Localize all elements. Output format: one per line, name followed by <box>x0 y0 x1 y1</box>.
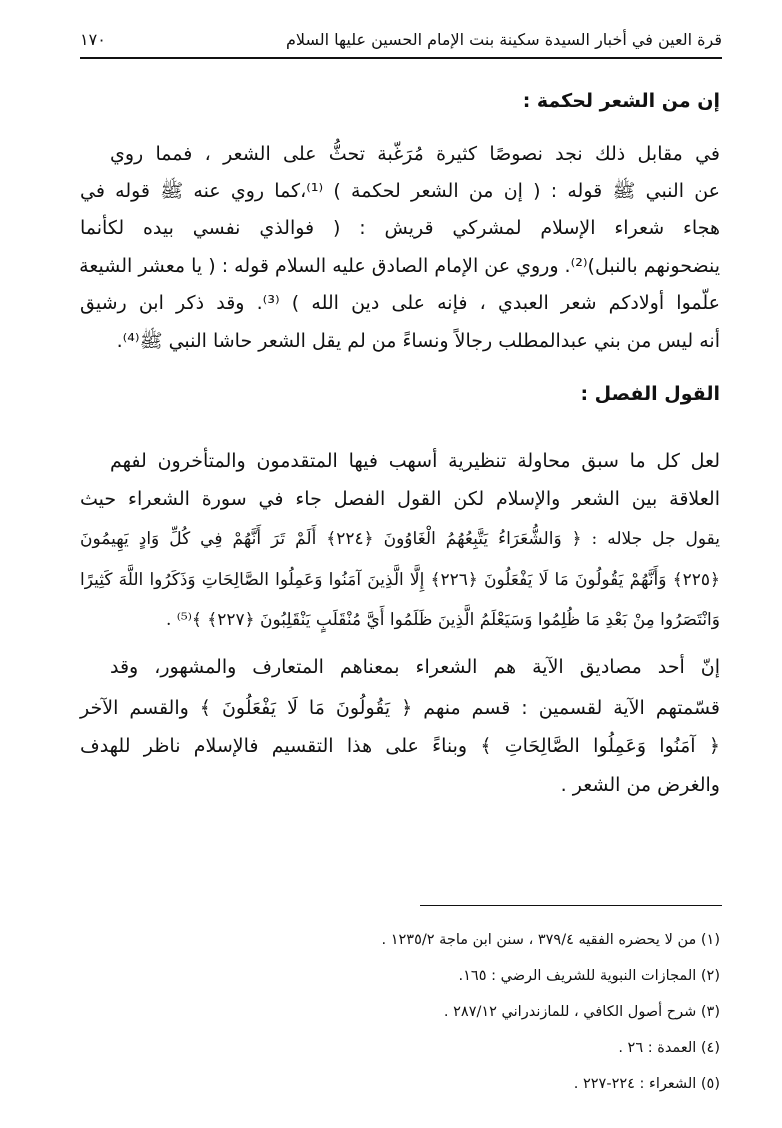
paragraph-line: والغرض من الشعر . <box>560 774 720 796</box>
book-title: قرة العين في أخبار السيدة سكينة بنت الإمام الحسين عليها السلام <box>285 30 722 49</box>
paragraph-line: قسّمتهم الآية لقسمين : قسم منهم ﴿ يَقُولُونَ مَا لَا يَفْعَلُونَ ﴾ والقسم الآخر <box>80 697 720 719</box>
footnote-rule <box>420 905 722 906</box>
paragraph-line: إنّ أحد مصاديق الآية هم الشعراء بمعناهم المتعارف والمشهور، وقد <box>110 656 720 678</box>
footnote: (١) من لا يحضره الفقيه ٣٧٩/٤ ، سنن ابن ماجة ١٢٣٥/٢ . <box>381 932 720 948</box>
footnote: (٥) الشعراء : ٢٢٤-٢٢٧ . <box>573 1076 720 1092</box>
section-heading-final-word: القول الفصل : <box>580 383 720 405</box>
footnote: (٣) شرح أصول الكافي ، للمازندراني ٢٨٧/١٢ . <box>443 1004 720 1020</box>
paragraph-line: هجاء شعراء الإسلام لمشركي قريش : ( فوالذي نفسي بيده لكأنما <box>80 217 720 239</box>
page-number: ١٧٠ <box>80 30 106 49</box>
quran-line: ﴿٢٢٥﴾ وَأَنَّهُمْ يَقُولُونَ مَا لَا يَفْعَلُونَ ﴿٢٢٦﴾ إِلَّا الَّذِينَ آمَنُوا وَعَمِلُوا الصَّالِحَاتِ وَذَكَرُوا اللَّهَ كَثِيرًا <box>80 570 720 590</box>
paragraph-line: ﴿ آمَنُوا وَعَمِلُوا الصَّالِحَاتِ ﴾ وبناءً على هذا التقسيم فالإسلام ناظر للهدف <box>80 735 720 757</box>
paragraph-line: علّموا أولادكم شعر العبدي ، فإنه على دين الله ) ⁽³⁾. وقد ذكر ابن رشيق <box>80 292 720 314</box>
paragraph-line: ينضحونهم بالنبل)⁽²⁾. وروي عن الإمام الصادق عليه السلام قوله : ( يا معشر الشيعة <box>79 255 720 277</box>
header-rule <box>80 57 722 59</box>
section-heading-poetry-wisdom: إن من الشعر لحكمة : <box>522 90 720 112</box>
paragraph-line: أنه ليس من بني عبدالمطلب رجالاً ونساءً من لم يقل الشعر حاشا النبي ﷺ⁽⁴⁾. <box>116 330 720 352</box>
quran-line: وَانْتَصَرُوا مِنْ بَعْدِ مَا ظُلِمُوا وَسَيَعْلَمُ الَّذِينَ ظَلَمُوا أَيَّ مُنْقَلَبٍ يَنْقَلِبُونَ ﴿٢٢٧﴾ ﴾⁽⁵⁾ . <box>165 610 720 630</box>
quran-line: يقول جل جلاله : ﴿ وَالشُّعَرَاءُ يَتَّبِعُهُمُ الْغَاوُونَ ﴿٢٢٤﴾ أَلَمْ تَرَ أَنَّهُمْ فِي كُلِّ وَادٍ يَهِيمُونَ <box>80 529 721 549</box>
footnote: (٢) المجازات النبوية للشريف الرضي : ١٦٥. <box>458 968 720 984</box>
paragraph-line: لعل كل ما سبق محاولة تنظيرية أسهب فيها المتقدمون والمتأخرون لفهم <box>110 450 720 472</box>
paragraph-line: عن النبي ﷺ قوله : ( إن من الشعر لحكمة ) ⁽¹⁾،كما روي عنه ﷺ قوله في <box>80 180 720 202</box>
paragraph-line: العلاقة بين الشعر والإسلام لكن القول الفصل جاء في سورة الشعراء حيث <box>80 488 720 510</box>
running-header <box>80 30 722 56</box>
paragraph-line: في مقابل ذلك نجد نصوصًا كثيرة مُرَغّبة تحثُّ على الشعر ، فمما روي <box>110 143 720 165</box>
footnote: (٤) العمدة : ٢٦ . <box>618 1040 720 1056</box>
